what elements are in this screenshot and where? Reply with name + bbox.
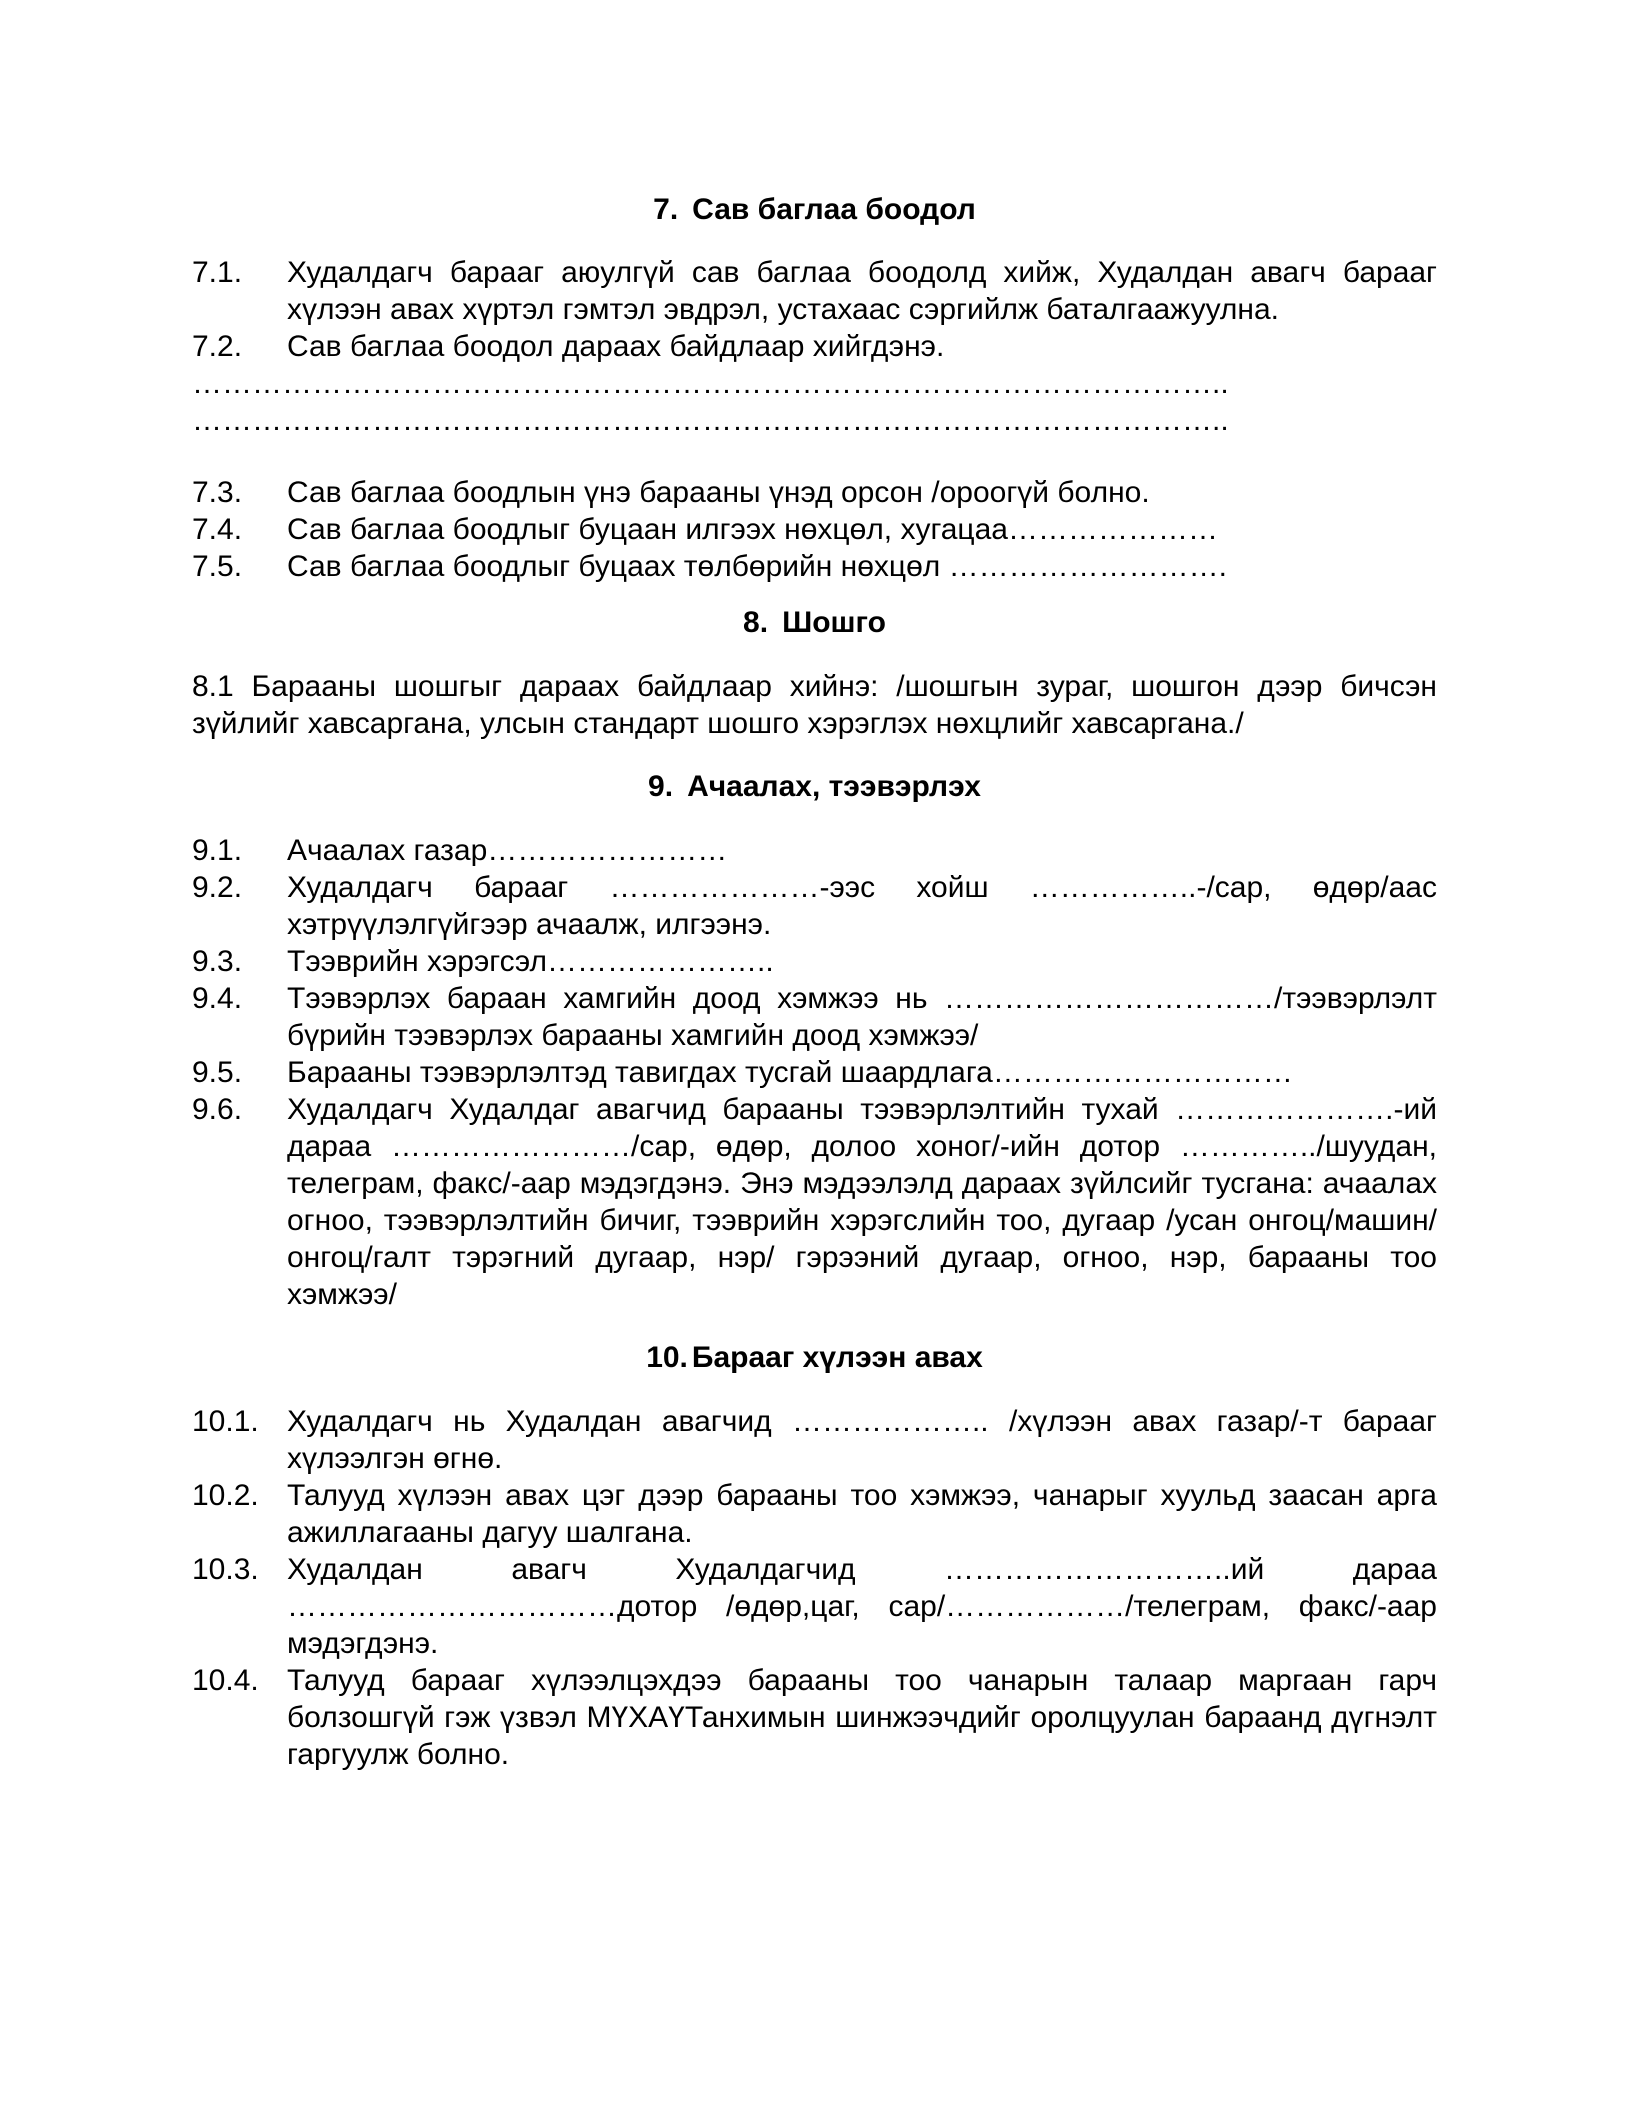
item-number: 10.3. [192, 1553, 259, 1586]
list-item-9-4 [192, 980, 1437, 1054]
section-9-title: Ачаалах, тээвэрлэх [687, 770, 981, 803]
item-text: Худалдагч барааг аюулгүй сав баглаа боодолд хийж, Худалдан авагч барааг хүлээн авах хүртэл гэмтэл эвдрэл, устахаас сэргийлж баталгаажуулна. [287, 256, 1437, 326]
item-number: 9.3. [192, 945, 243, 978]
item-number: 10.1. [192, 1405, 259, 1438]
item-number: 9.4. [192, 982, 243, 1015]
section-10-number: 10. [646, 1341, 688, 1374]
item-text: Худалдагч Худалдаг авагчид барааны тээвэрлэлтийн тухай ………………….-ий дараа ……………………/сар, өдөр, долоо хоног/-ийн дотор …………../шуудан, телеграм, факс/-аар мэдэгдэнэ. Энэ мэдээлэлд дараах зүйлсийг тусгана: ачаалах огноо, тээвэрлэлтийн бичиг, тээврийн хэрэгслийн тоо, дугаар /усан онгоц/машин/онгоц/галт тэрэгний дугаар, нэр/ гэрээний дугаар, огноо, нэр, барааны тоо хэмжээ/ [287, 1093, 1437, 1311]
item-text: Сав баглаа боодлыг буцаан илгээх нөхцөл, хугацаа………………… [287, 513, 1218, 546]
list-item-9-3 [192, 943, 1437, 980]
item-number: 9.1. [192, 834, 243, 867]
section-7-number: 7. [653, 193, 679, 226]
list-item-7-1 [192, 254, 1437, 328]
section-9-heading [192, 769, 1437, 805]
section-8-title: Шошго [782, 606, 886, 639]
item-text: Сав баглаа боодлыг буцаах төлбөрийн нөхцөл ………………………. [287, 550, 1227, 583]
list-item-7-3 [192, 474, 1437, 511]
item-text: Барааны тээвэрлэлтэд тавигдах тусгай шаардлага………………………… [287, 1056, 1293, 1089]
list-item-10-2 [192, 1477, 1437, 1551]
list-item-9-1 [192, 832, 1437, 869]
item-text: Ачаалах газар…………………… [287, 834, 728, 867]
item-number: 10.2. [192, 1479, 259, 1512]
item-number: 7.3. [192, 476, 243, 509]
item-number: 9.6. [192, 1093, 243, 1126]
item-text: Талууд хүлээн авах цэг дээр барааны тоо хэмжээ, чанарыг хуульд заасан арга ажиллагааны дагуу шалгана. [287, 1479, 1437, 1549]
item-number: 7.5. [192, 550, 243, 583]
list-item-10-3 [192, 1551, 1437, 1662]
item-number: 10.4. [192, 1664, 259, 1697]
section-7-title: Сав баглаа боодол [692, 193, 976, 226]
item-text: Худалдагч нь Худалдан авагчид ……………….. /хүлээн авах газар/-т барааг хүлээлгэн өгнө. [287, 1405, 1437, 1475]
dotted-fill-line-2: ………………………………………………………………………………………….. [192, 404, 1229, 437]
list-item-7-4 [192, 511, 1437, 548]
list-item-7-5 [192, 548, 1437, 585]
section-10-heading [192, 1340, 1437, 1376]
item-text: Тээврийн хэрэгсэл………………….. [287, 945, 774, 978]
list-item-10-1 [192, 1403, 1437, 1477]
list-item-9-6 [192, 1091, 1437, 1313]
item-number: 9.2. [192, 871, 243, 904]
list-item-10-4 [192, 1662, 1437, 1773]
item-text: Худалдан авагч Худалдагчид ………………………..ий дараа ……………………………дотор /өдөр,цаг, сар/………………/телеграм, факс/-аар мэдэгдэнэ. [287, 1553, 1437, 1660]
item-number: 7.2. [192, 330, 243, 363]
item-text: Сав баглаа боодол дараах байдлаар хийгдэнэ. [287, 330, 945, 363]
item-text: Худалдагч барааг …………………-ээс хойш ……………..-/сар, өдөр/аас хэтрүүлэлгүйгээр ачаалж, илгээнэ. [287, 871, 1437, 941]
section-8-number: 8. [743, 606, 769, 639]
item-text: Талууд барааг хүлээлцэхдээ барааны тоо чанарын талаар маргаан гарч болзошгүй гэж үзвэл МҮХАҮТанхимын шинжээчдийг оролцуулан бараанд дүгнэлт гаргуулж болно. [287, 1664, 1437, 1771]
section-9-number: 9. [648, 770, 674, 803]
list-item-7-2 [192, 328, 1437, 365]
section-8-paragraph: 8.1 Барааны шошгыг дараах байдлаар хийнэ: /шошгын зураг, шошгон дээр бичсэн зүйлийг хавсаргана, улсын стандарт шошго хэрэглэх нөхцлийг хавсаргана./ [192, 670, 1437, 740]
item-text: Тээвэрлэх бараан хамгийн доод хэмжээ нь ……………………………/тээвэрлэлт бүрийн тээвэрлэх барааны хамгийн доод хэмжээ/ [287, 982, 1437, 1052]
item-number: 9.5. [192, 1056, 243, 1089]
item-number: 7.1. [192, 256, 243, 289]
list-item-9-5 [192, 1054, 1437, 1091]
section-10-title: Барааг хүлээн авах [691, 1341, 983, 1374]
item-text: Сав баглаа боодлын үнэ барааны үнэд орсон /ороогүй болно. [287, 476, 1150, 509]
section-8-heading [192, 605, 1437, 641]
section-7-heading [192, 192, 1437, 228]
item-number: 7.4. [192, 513, 243, 546]
dotted-fill-line-1: ………………………………………………………………………………………….. [192, 367, 1229, 400]
document-page [192, 180, 1437, 1773]
list-item-9-2 [192, 869, 1437, 943]
